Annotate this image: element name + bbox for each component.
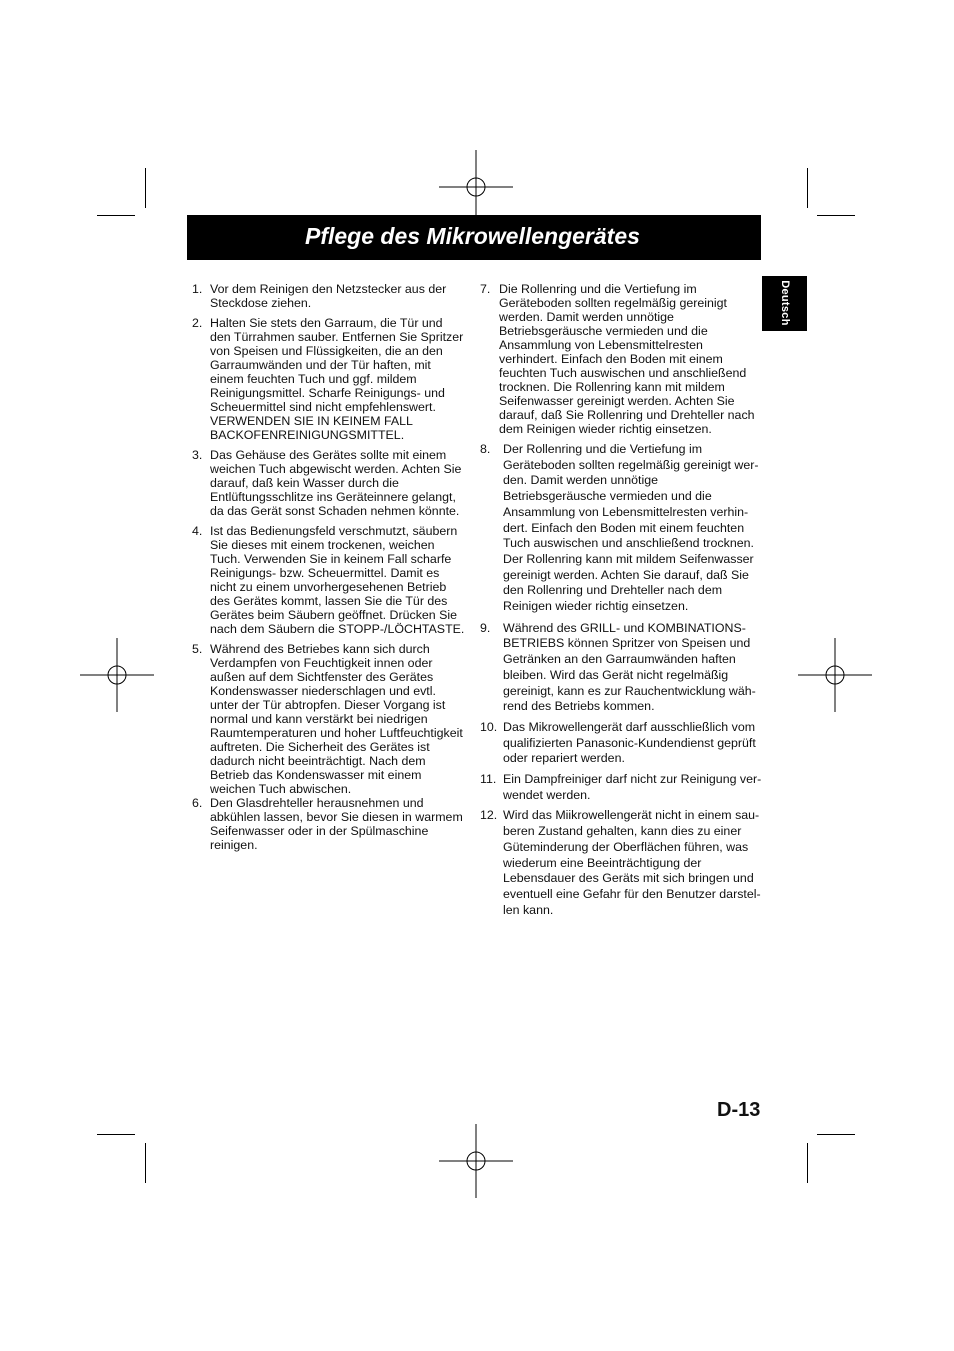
list-item [190, 524, 470, 636]
list-item [480, 621, 763, 715]
item-number: 10. [480, 719, 498, 734]
item-text: Halten Sie stets den Garraum, die Tür und den Türrahmen sauber. Entfernen Sie Spritzer von Speisen und Flüssigkeiten, die an den Garraumwänden und der Tür haften, mit einem feuchten Tuch und ggf. mildem Reinigungsmittel. Scharfe Reinigungs- und Scheuermittel sind nicht empfehlenswert. VERWENDEN SIE IN KEINEM FALL BACKOFENREINIGUNGSMITTEL. [210, 316, 464, 442]
crop-mark [97, 1134, 135, 1135]
item-number: 8. [480, 442, 491, 456]
crop-mark [145, 1143, 146, 1183]
list-item [190, 282, 470, 310]
registration-mark-icon [439, 150, 513, 224]
list-item [190, 796, 470, 852]
crop-mark [97, 215, 135, 216]
item-number: 6. [192, 796, 203, 810]
list-item [480, 442, 763, 615]
crop-mark [807, 168, 808, 208]
list-item [190, 448, 470, 518]
item-number: 9. [480, 620, 491, 635]
item-text: Vor dem Reinigen den Netzstecker aus der Steckdose ziehen. [210, 282, 447, 310]
list-item [480, 772, 763, 803]
item-text: Wird das Miikrowellengerät nicht in einem sau- beren Zustand gehalten, kann dies zu einer Güteminderung der Oberflächen führen, was wiederum eine Beeinträchtigung der Lebensdauer des Geräts mit sich bringen und eventuell eine Gefahr für den Benutzer darstel- len kann. [503, 808, 761, 917]
left-column [190, 282, 470, 852]
item-text: Ein Dampfreiniger darf nicht zur Reinigung ver- wendet werden. [503, 772, 762, 802]
item-number: 1. [192, 282, 203, 296]
item-text: Der Rollenring und die Vertiefung im Geräteboden sollten regelmäßig gereinigt wer- den. Damit werden unnötige Betriebsgeräusche vermieden und die Ansammlung von Lebensmittelresten verhin- dert. Einfach den Boden mit einem feuchten Tuch auswischen und anschließend trocknen. Der Rollenring kann mit mildem Seifenwasser gereinigt werden. Achten Sie darauf, daß Sie den Rollenring und Drehteller nach dem Reinigen wieder richtig einsetzen. [503, 442, 759, 614]
list-item [480, 720, 763, 767]
list-item [480, 282, 763, 436]
item-number: 5. [192, 642, 203, 656]
crop-mark [817, 215, 855, 216]
list-item [190, 316, 470, 442]
item-text: Ist das Bedienungsfeld verschmutzt, säubern Sie dieses mit einem trockenen, weichen Tuch. Verwenden Sie in keinem Fall scharfe Reinigungs- bzw. Scheuermittel. Damit es nicht zu einem unvorhergesehenen Betrieb des Gerätes kommt, lassen Sie die Tür des Gerätes beim Säubern geöffnet. Drücken Sie nach dem Säubern die STOPP-/LÖCHTASTE. [210, 524, 465, 636]
item-number: 11. [480, 772, 497, 787]
item-number: 7. [480, 282, 491, 296]
title-bar [187, 215, 761, 260]
registration-mark-icon [80, 638, 154, 712]
page-number: D-13 [717, 1099, 761, 1121]
item-text: Während des GRILL- und KOMBINATIONS- BETRIEBS können Spritzer von Speisen und Getränken an den Garraumwänden haften bleiben. Wird das Gerät nicht regelmäßig gereinigt, kann es zur Rauchentwicklung wäh- rend des Betriebs kommen. [503, 620, 756, 714]
item-number: 2. [192, 316, 203, 330]
page-title: Pflege des Mikrowellengerätes [305, 223, 640, 249]
list-item [190, 642, 470, 796]
right-column [480, 282, 763, 918]
item-text: Das Mikrowellengerät darf ausschließlich vom qualifizierten Panasonic-Kundendienst geprüft oder repariert werden. [503, 719, 756, 766]
item-number: 12. [480, 808, 498, 823]
item-text: Das Gehäuse des Gerätes sollte mit einem weichen Tuch abgewischt werden. Achten Sie darauf, daß kein Wasser durch die Entlüftungsschlitze ins Geräteinnere gelangt, da das Gerät sonst Schaden nehmen könnte. [210, 448, 462, 518]
list-item [480, 808, 763, 918]
item-text: Die Rollenring und die Vertiefung im Geräteboden sollten regelmäßig gereinigt werden. Damit werden unnötige Betriebsgeräusche vermieden und die Ansammlung von Lebensmittelresten verhindert. Einfach den Boden mit einem feuchten Tuch auswischen und anschließend trocknen. Die Rollenring kann mit mildem Seifenwasser gereinigt werden. Achten Sie darauf, daß Sie Rollenring und Drehteller nach dem Reinigen wieder richtig einsetzen. [499, 282, 755, 436]
registration-mark-icon [798, 638, 872, 712]
item-text: Den Glasdrehteller herausnehmen und abkühlen lassen, bevor Sie diesen in warmem Seifenwasser oder in der Spülmaschine reinigen. [210, 796, 463, 852]
crop-mark [145, 168, 146, 208]
crop-mark [807, 1143, 808, 1183]
language-tab-label: Deutsch [779, 280, 791, 326]
item-number: 3. [192, 448, 203, 462]
item-text: Während des Betriebes kann sich durch Verdampfen von Feuchtigkeit innen oder außen auf dem Sichtfenster des Gerätes Kondenswasser niederschlagen und evtl. unter der Tür abtropfen. Dieser Vorgang ist normal und kann verstärkt bei niedrigen Raumtemperaturen und hoher Luftfeuchtigkeit auftreten. Die Sicherheit des Gerätes ist dadurch nicht beeinträchtigt. Nach dem Betrieb das Kondenswasser mit einem weichen Tuch abwischen. [210, 642, 463, 796]
crop-mark [817, 1134, 855, 1135]
language-tab [762, 276, 807, 331]
item-number: 4. [192, 524, 203, 538]
registration-mark-icon [439, 1124, 513, 1198]
